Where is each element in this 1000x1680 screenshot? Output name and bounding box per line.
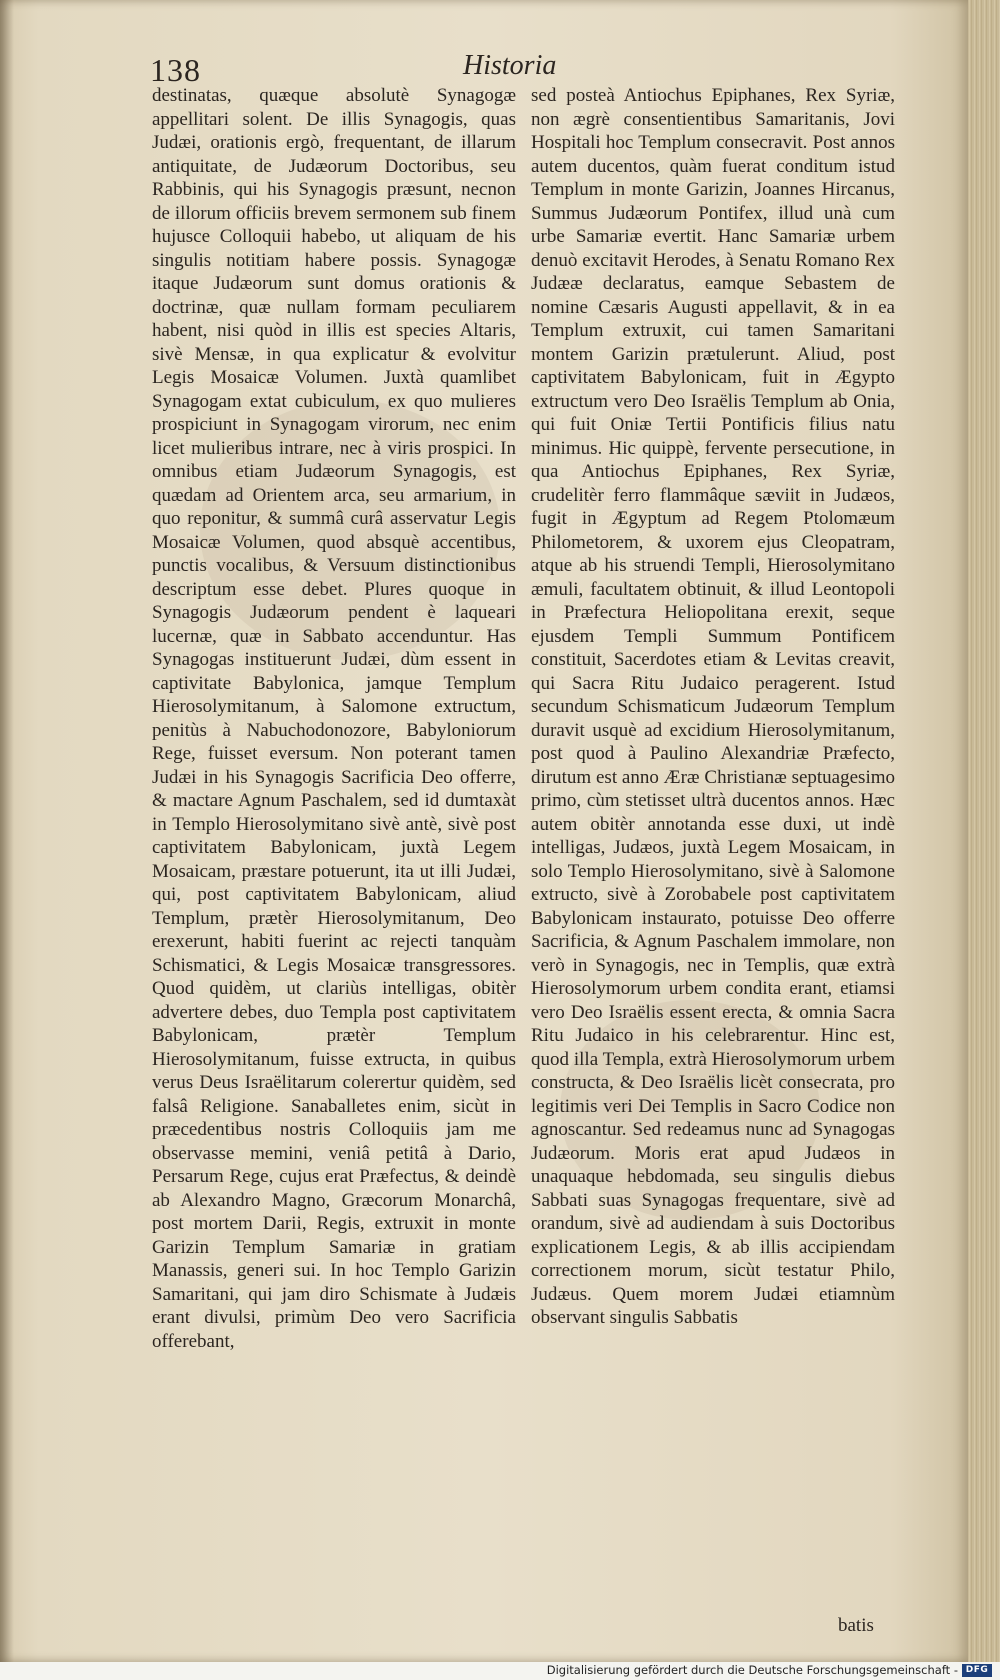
column-text: destinatas, quæque absolutè Synagogæ appellitari solent. De illis Synagogis, quas Judæi, orationis ergò, frequentant, de illarum antiquitate, de Judæorum Doctoribus, seu Rabbinis, qui his Synagogis præsunt, necnon de illorum officiis brevem sermonem sub finem hujusce Colloquii habebo, ut aliquam de his singulis notitiam habere possis. Synagogæ itaque Judæorum sunt domus orationis & doctrinæ, quæ nullam formam peculiarem habent, nisi quòd in illis est species Altaris, sivè Mensæ, in qua explicatur & evolvitur Legis Mosaicæ Volumen. Juxtà quamlibet Synagogam extat cubiculum, ex quo mulieres prospiciunt in Synagogam virorum, nec enim licet mulieribus intrare, nec à viris prospici. In omnibus etiam Judæorum Synagogis, est quædam ad Orientem arca, seu armarium, in quo reponitur, & summâ curâ asservatur Legis Mosaicæ Volumen, quod absquè accentibus, punctis vocalibus, & Versuum distinctionibus descriptum esse debet. Plures quoque in Synagogis Judæorum pendent è laqueari lucernæ, quæ in Sabbato accenduntur. Has Synagogas instituerunt Judæi, dùm essent in captivitate Babylonica, jamque Templum Hierosolymitanum, à Salomone extructum, penitùs à Nabuchodonozore, Babyloniorum Rege, fuisset eversum. Non poterant tamen Judæi in his Synagogis Sacrificia Deo offerre, & mactare Agnum Paschalem, sed id dumtaxàt in Templo Hierosolymitano sivè antè, sivè post captivitatem Babylonicam, juxtà Legem Mosaicam, præstare potuerunt, ita ut illi Judæi, qui, post captivitatem Babylonicam, aliud Templum, prætèr Hierosolymitanum, Deo erexerunt, habiti fuerint ac rejecti tanquàm Schismatici, & Legis Mosaicæ transgressores. Quod quidèm, ut clariùs intelligas, obitèr advertere debes, duo Templa post captivitatem Babylonicam, prætèr Templum Hierosolymitanum, fuisse extructa, in quibus verus Deus Israëlitarum colerertur quidèm, sed falsâ Religione. Sanaballetes enim, sicùt in præcedentibus nostris Colloquiis jam me observasse memini, veniâ petitâ à Dario, Persarum Rege, cujus erat Præfectus, & deindè ab Alexandro Magno, Græcorum Monarchâ, post mortem Darii, Regis, extruxit in monte Garizin Templum Samariæ in gratiam Manassis, generi sui. In hoc Templo Garizin Samaritani, qui jam diro Schismate à Judæis erant divulsi, primùm Deo vero Sacrificia offerebant, bbox=[152, 85, 516, 1352]
column-text: sed posteà Antiochus Epiphanes, Rex Syriæ, non ægrè consentientibus Samaritanis, Jovi Hospitali hoc Templum consecravit. Post annos autem ducentos, quàm fuerat conditum istud Templum in monte Garizin, Joannes Hircanus, Summus Judæorum Pontifex, illud unà cum urbe Samariæ evertit. Hanc Samariæ urbem denuò excitavit Herodes, à Senatu Romano Rex Judææ declaratus, eamque Sebastem de nomine Cæsaris Augusti appellavit, & in ea Templum extruxit, cui tamen Samaritani montem Garizin prætulerunt. Aliud, post captivitatem Babylonicam, fuit in Ægypto extructum vero Deo Israëlis Templum ab Onia, qui fuit Oniæ Tertii Pontificis filius natu minimus. Hic quippè, fervente persecutione, in qua Antiochus Epiphanes, Rex Syriæ, crudelitèr ferro flammâque sæviit in Judæos, fugit in Ægyptum ad Regem Ptolomæum Philometorem, & uxorem ejus Cleopatram, atque ab his struendi Templi, Hierosolymitano æmuli, facultatem obtinuit, & illud Leontopoli in Præfectura Heliopolitana erexit, seque ejusdem Templi Summum Pontificem constituit, Sacerdotes etiam & Levitas creavit, qui Sacra Ritu Judaico peragerent. Istud secundum Schismaticum Judæorum Templum duravit usquè ad excidium Hierosolymitanum, post quod à Paulino Alexandriæ Præfecto, dirutum est anno Æræ Christianæ septuagesimo primo, cùm stetisset ultrà ducentos annos. Hæc autem obitèr annotanda esse duxi, ut indè intelligas, Judæos, juxtà Legem Mosaicam, in solo Templo Hierosolymitano, sivè à Salomone extructo, sivè à Zorobabele post captivitatem Babylonicam instaurato, potuisse Deo offerre Sacrificia, & Agnum Paschalem immolare, non verò in Synagogis, nec in Templis, quæ extrà Hierosolymorum urbem condita erant, etiamsi vero Deo Israëlis essent erecta, & omnia Sacra Ritu Judaico in his celebrarentur. Hinc est, quod illa Templa, extrà Hierosolymorum urbem constructa, & Deo Israëlis licèt consecrata, pro legitimis veri Dei Templis in Sacro Codice non agnoscantur. Sed redeamus nunc ad Synagogas Judæorum. Moris erat apud Judæos in unaquaque hebdomada, seu singulis diebus Sabbati suas Synagogas frequentare, sivè ad orandum, sivè ad audiendam à suis Doctoribus explicationem Legis, & ab illis accipiendam correctionem morum, sicùt testatur Philo, Judæus. Quem morem Judæi etiamnùm observant singulis Sabbatis bbox=[531, 85, 895, 1328]
text-column-right bbox=[531, 84, 895, 1330]
page-edge bbox=[968, 0, 1000, 1662]
text-column-left bbox=[152, 84, 516, 1353]
funding-notice: Digitalisierung gefördert durch die Deutsche Forschungsgemeinschaft - bbox=[546, 1663, 958, 1677]
catchword: batis bbox=[838, 1615, 874, 1636]
page-number: 138 bbox=[150, 52, 201, 88]
dfg-logo: DFG bbox=[962, 1664, 992, 1677]
running-head: Historia bbox=[463, 50, 557, 81]
gutter-shadow bbox=[0, 0, 14, 1662]
